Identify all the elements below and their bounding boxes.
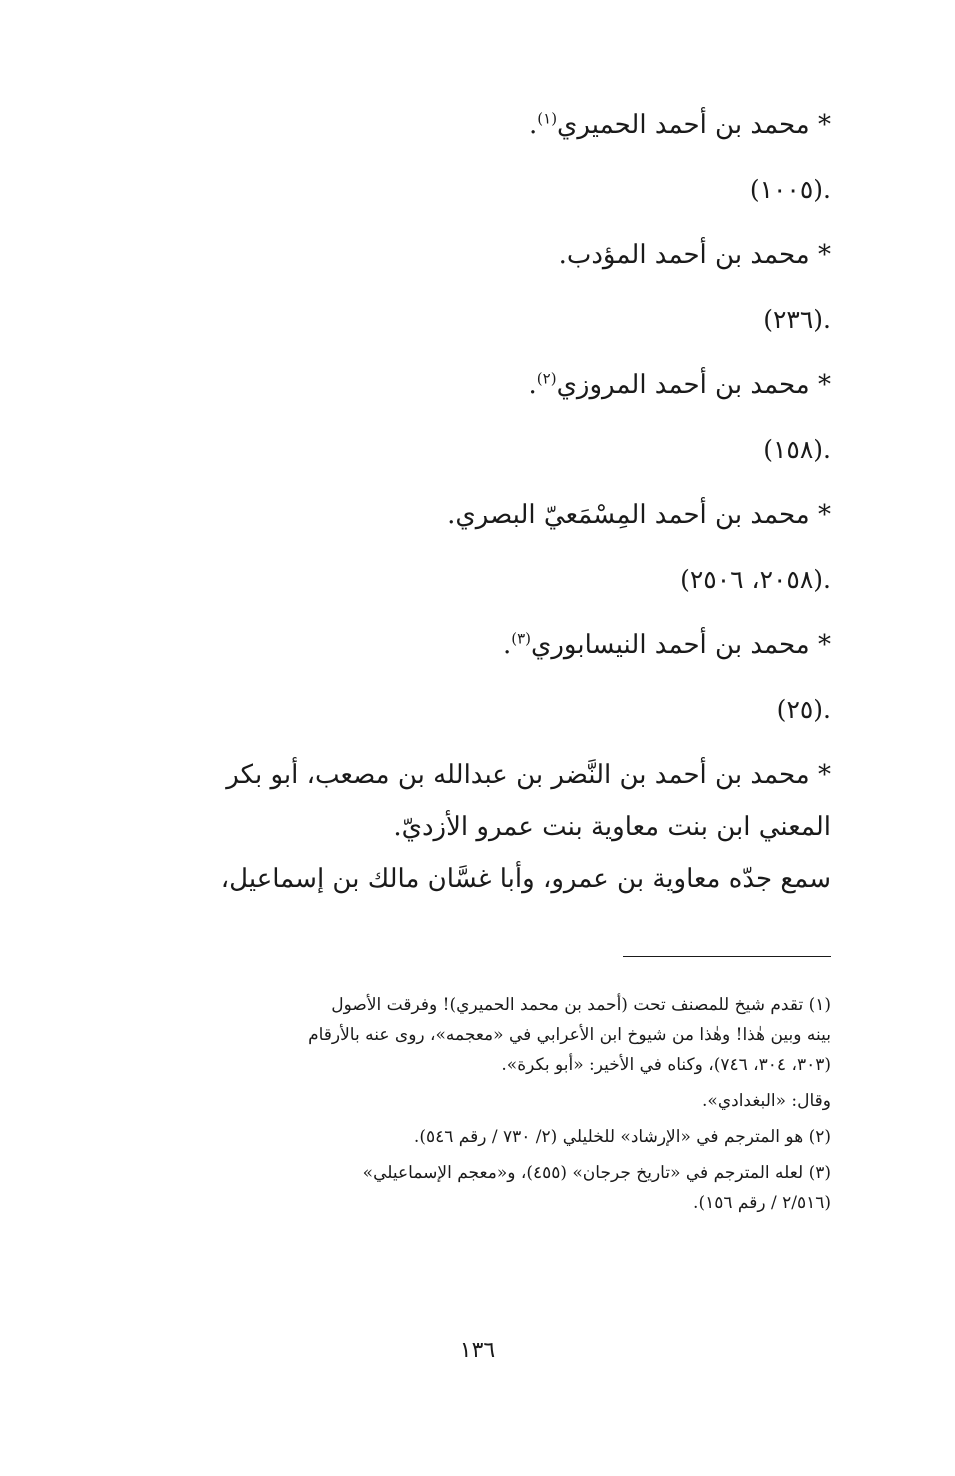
footnote-1-line-1: (١) تقدم شيخ للمصنف تحت (أحمد بن محمد الحميري)! وفرقت الأصول <box>331 995 831 1015</box>
entry-4-name: * محمد بن أحمد المِسْمَعيّ البصري. <box>447 500 831 530</box>
footnote-1-line-3: (٣٠٣، ٣٠٤، ٧٤٦)، وكناه في الأخير: «أبو بكرة». <box>501 1055 831 1075</box>
entry-3-ref: .(١٥٨) <box>763 435 831 464</box>
entry-6-line-2: المعني ابن بنت معاوية بنت عمرو الأزديّ. <box>393 812 831 842</box>
footnote-1-line-4: وقال: «البغدادي». <box>702 1091 831 1111</box>
footnote-3-line-1: (٣) لعله المترجم في «تاريخ جرجان» (٤٥٥)، و«معجم الإسماعيلي» <box>362 1163 831 1183</box>
entry-6-line-3: سمع جدّه معاوية بن عمرو، وأبا غسَّان مالك بن إسماعيل، <box>220 864 831 894</box>
footnote-separator <box>623 956 831 957</box>
main-text <box>121 110 831 894</box>
footnote-2: (٢) هو المترجم في «الإرشاد» للخليلي (٢/ ٧٣٠ / رقم ٥٤٦). <box>413 1127 831 1147</box>
footnotes <box>121 990 831 1218</box>
entry-3-name: * محمد بن أحمد المروزي$^{(٢)}$. <box>528 369 831 400</box>
footnote-3-line-2: (٢/٥١٦ / رقم ١٥٦). <box>693 1193 831 1213</box>
entry-2-name: * محمد بن أحمد المؤدب. <box>558 240 831 270</box>
page-number: ١٣٦ <box>459 1338 496 1363</box>
entry-1-name: * محمد بن أحمد الحميري$^{(١)}$. <box>529 109 831 140</box>
entry-4-ref: .(٢٠٥٨، ٢٥٠٦) <box>680 565 831 594</box>
entry-6-line-1: * محمد بن أحمد بن النَّضر بن عبدالله بن مصعب، أبو بكر <box>226 760 831 790</box>
footnote-marker-1[interactable]: (١) <box>537 109 558 128</box>
footnote-marker-2[interactable]: (٢) <box>536 369 557 388</box>
entry-5-name: * محمد بن أحمد النيسابوري$^{(٣)}$. <box>502 629 831 660</box>
footnote-1-line-2: بينه وبين هٰذا! وهٰذا من شيوخ ابن الأعرابي في «معجمه»، روى عنه بالأرقام <box>308 1025 831 1045</box>
footnote-marker-3[interactable]: (٣) <box>511 629 532 648</box>
entry-1-ref: .(١٠٠٥) <box>749 175 831 204</box>
entry-2-ref: .(٢٣٦) <box>763 305 831 334</box>
entry-5-ref: .(٢٥) <box>776 695 831 724</box>
